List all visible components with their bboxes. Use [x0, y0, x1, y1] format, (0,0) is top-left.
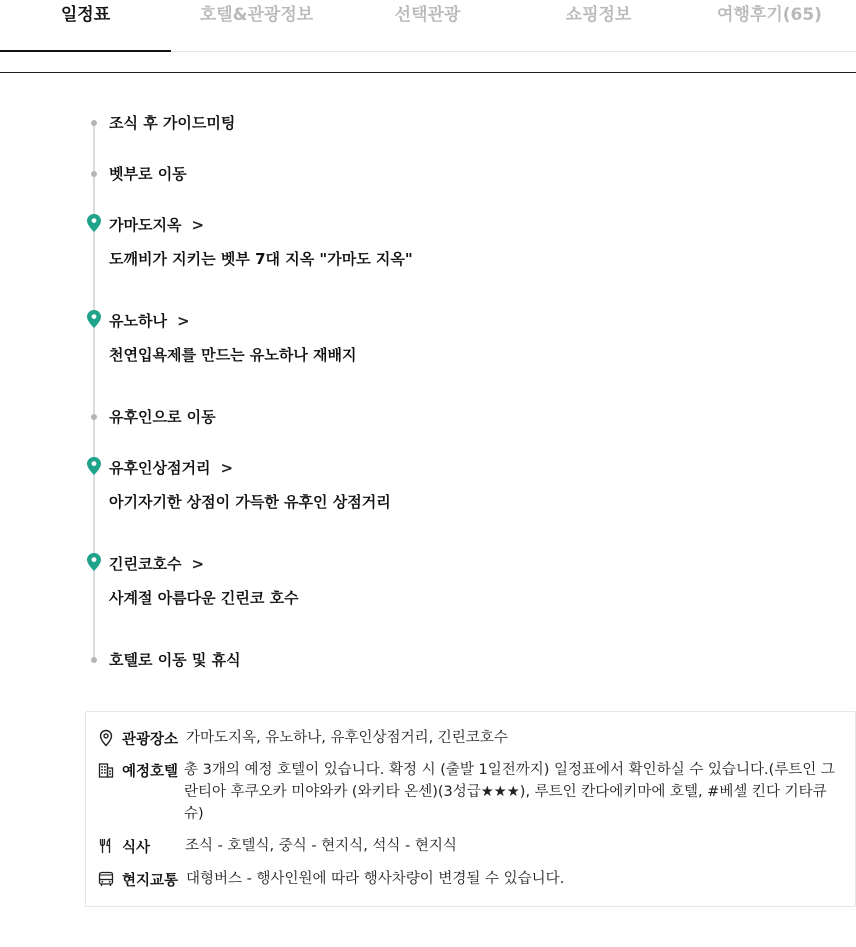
timeline-item-description: 사계절 아름다운 긴린코 호수 — [109, 589, 299, 607]
info-value: 총 3개의 예정 호텔이 있습니다. 확정 시 (출발 1일전까지) 일정표에서 확인하실 수 있습니다.(루트인 그란티아 후쿠오카 미야와카 (와키타 온센)(3성급★★★), 루트인 칸다에키마에 호텔, #베셀 킨다 기타큐슈) — [184, 762, 835, 822]
active-tab-indicator — [0, 50, 171, 52]
map-pin-icon — [87, 310, 101, 328]
tab-shopping[interactable]: 쇼핑정보 — [565, 5, 632, 25]
timeline-item-title: 호텔로 이동 및 휴식 — [109, 651, 241, 669]
timeline-item-title: 벳부로 이동 — [109, 165, 187, 183]
chevron-right-icon[interactable]: > — [176, 312, 190, 330]
map-pin-icon — [87, 457, 101, 475]
info-value: 조식 - 호텔식, 중식 - 현지식, 석식 - 현지식 — [185, 838, 457, 854]
info-row-sights — [97, 728, 508, 749]
timeline-item-title: 유노하나 — [109, 312, 167, 330]
timeline-item-title-link[interactable] — [109, 553, 204, 574]
timeline-item-description: 천연입욕제를 만드는 유노하나 재배지 — [109, 346, 357, 364]
schedule-summary-box — [85, 711, 856, 907]
chevron-right-icon[interactable]: > — [191, 555, 205, 573]
info-row-meal — [97, 836, 457, 857]
info-label: 현지교통 — [122, 873, 179, 889]
timeline-item-title: 유후인으로 이동 — [109, 408, 216, 426]
map-pin-icon — [87, 553, 101, 571]
timeline-dot-icon — [91, 414, 97, 420]
info-label: 예정호텔 — [122, 764, 179, 780]
info-row-transport — [97, 869, 564, 890]
timeline-dot-icon — [91, 120, 97, 126]
utensils-icon — [97, 837, 115, 855]
timeline-item-title-link[interactable] — [109, 457, 233, 478]
tab-hotel-info[interactable]: 호텔&관광정보 — [199, 5, 314, 25]
timeline-dot-icon — [91, 657, 97, 663]
bus-icon — [97, 870, 115, 888]
hotel-icon — [97, 761, 115, 779]
timeline-item-description: 아기자기한 상점이 가득한 유후인 상점거리 — [109, 493, 391, 511]
info-label: 식사 — [122, 840, 151, 856]
section-divider — [0, 72, 856, 73]
timeline-line — [93, 120, 95, 660]
timeline-item-title: 가마도지옥 — [109, 216, 182, 234]
timeline-item-title: 조식 후 가이드미팅 — [109, 114, 236, 132]
timeline-item-title: 유후인상점거리 — [109, 459, 211, 477]
tab-bar — [0, 0, 856, 52]
info-label: 관광장소 — [122, 732, 179, 748]
tab-itinerary[interactable]: 일정표 — [60, 5, 111, 25]
tab-reviews[interactable]: 여행후기(65) — [717, 5, 822, 25]
info-row-hotel — [97, 760, 844, 825]
info-value: 가마도지옥, 유노하나, 유후인상점거리, 긴린코호수 — [186, 730, 508, 746]
map-pin-icon — [87, 214, 101, 232]
timeline-item-title-link[interactable] — [109, 310, 190, 331]
timeline-item-title: 긴린코호수 — [109, 555, 182, 573]
timeline-item-description: 도깨비가 지키는 벳부 7대 지옥 "가마도 지옥" — [109, 250, 413, 268]
timeline-item-title-link[interactable] — [109, 214, 204, 235]
tab-optional-tours[interactable]: 선택관광 — [394, 5, 461, 25]
timeline-dot-icon — [91, 171, 97, 177]
info-value: 대형버스 - 행사인원에 따라 행사차량이 변경될 수 있습니다. — [186, 871, 565, 887]
chevron-right-icon[interactable]: > — [191, 216, 205, 234]
chevron-right-icon[interactable]: > — [220, 459, 234, 477]
location-icon — [97, 729, 115, 747]
